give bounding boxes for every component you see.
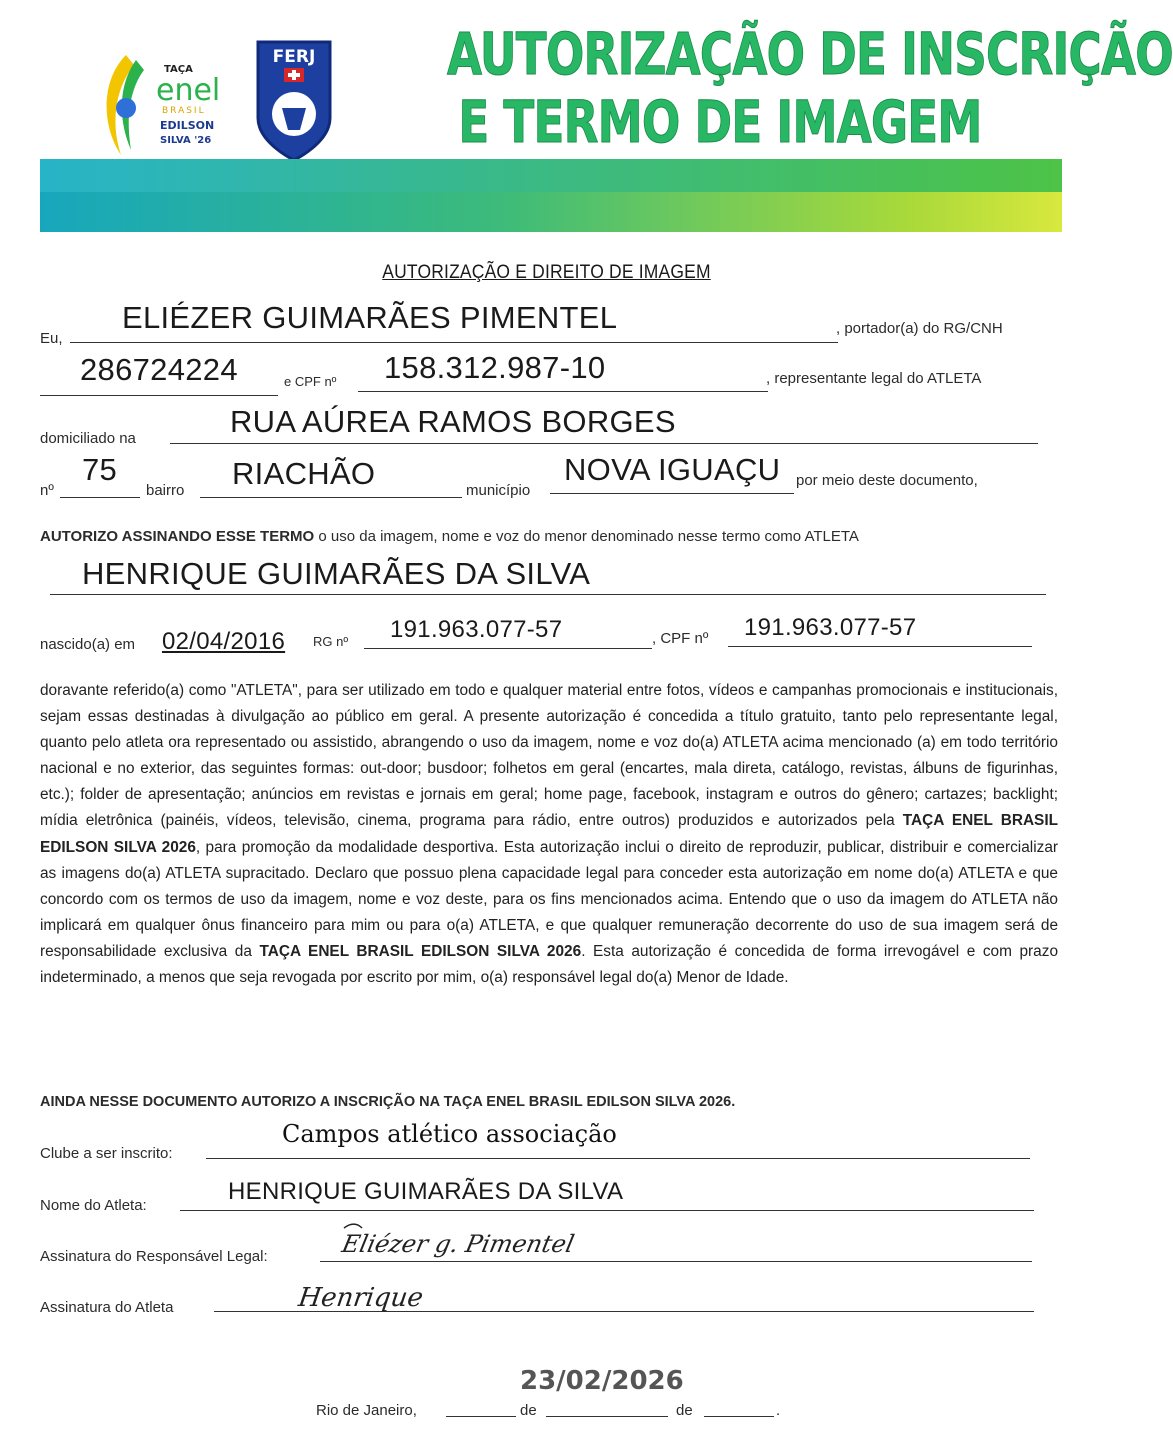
athlete-name-line [50, 594, 1046, 595]
municipio-field-line [550, 493, 794, 494]
ferj-logo [254, 38, 334, 166]
logo-edilson-text: EDILSON [160, 119, 215, 132]
logo-taca-text: TAÇA [164, 64, 193, 75]
autorizo-line [40, 528, 859, 545]
cpf-athlete-line [728, 646, 1032, 647]
domiciliado-label: domiciliado na [40, 430, 136, 447]
name-field-line [70, 342, 838, 343]
de-label-1: de [520, 1402, 537, 1419]
guardian-signature[interactable] [340, 1218, 600, 1269]
guardian-name-value[interactable]: ELIÉZER GUIMARÃES PIMENTEL [122, 300, 618, 335]
guardian-cpf-value[interactable]: 158.312.987-10 [384, 350, 606, 385]
logo-silva-text: SILVA '26 [160, 135, 212, 146]
logo-enel-text: enel [156, 73, 221, 108]
nome-atleta-label: Nome do Atleta: [40, 1197, 147, 1214]
header-color-band [40, 159, 1062, 232]
rio-de-janeiro-label: Rio de Janeiro, [316, 1402, 417, 1419]
por-meio-label: por meio deste documento, [796, 472, 978, 489]
taca-enel-logo-graphic [96, 50, 246, 160]
cpf-label: e CPF nº [284, 374, 337, 389]
section-subtitle: AUTORIZAÇÃO E DIREITO DE IMAGEM [382, 262, 711, 283]
body-bold-2: TAÇA ENEL BRASIL EDILSON SILVA 2026 [259, 942, 582, 960]
house-number-value[interactable]: 75 [82, 452, 118, 487]
athlete-name-footer-value[interactable]: HENRIQUE GUIMARÃES DA SILVA [228, 1178, 624, 1205]
body-bold-1: TAÇA ENEL BRASIL EDILSON SILVA 2026 [40, 812, 1059, 856]
street-field-line [170, 443, 1038, 444]
nascido-label: nascido(a) em [40, 636, 136, 653]
guardian-signature-text: Eliézer g. Pimentel [339, 1229, 577, 1258]
cpf-field-line [358, 391, 768, 392]
representante-label: , representante legal do ATLETA [766, 370, 982, 387]
inscricao-statement: AINDA NESSE DOCUMENTO AUTORIZO A INSCRIÇÃO NA TAÇA ENEL BRASIL EDILSON SILVA 2026. [40, 1094, 736, 1110]
ferj-text: FERJ [272, 47, 316, 67]
body-part-3: . Esta autorização é concedida de forma irrevogável e com prazo indeterminado, a menos que seja revogada por escrito por mim, o(a) responsável legal do(a) Menor de Idade. [40, 942, 1058, 987]
day-line [446, 1416, 516, 1417]
municipio-value[interactable]: NOVA IGUAÇU [564, 452, 781, 487]
portador-label: , portador(a) do RG/CNH [836, 320, 1003, 337]
clube-label: Clube a ser inscrito: [40, 1145, 173, 1162]
header [40, 12, 1173, 232]
bairro-field-line [200, 497, 462, 498]
athlete-signature-graphic [296, 1274, 486, 1328]
document-title [447, 20, 1173, 156]
municipio-label: município [466, 482, 531, 499]
autorizo-rest-text: o uso da imagem, nome e voz do menor denominado nesse termo como ATLETA [314, 528, 859, 545]
guardian-signature-graphic [340, 1218, 600, 1264]
bairro-label: bairro [146, 482, 185, 499]
cpf-athlete-label: , CPF nº [652, 630, 709, 647]
numero-label: nº [40, 482, 54, 499]
logo-brasil-text: BRASIL [162, 106, 206, 116]
athlete-signature[interactable] [296, 1274, 486, 1333]
athlete-signature-text: Henrique [296, 1283, 425, 1313]
body-part-1: doravante referido(a) como "ATLETA", para ser utilizado em todo e qualquer material entre fotos, vídeos e campanhas promocionais e institucionais, sejam essas destinadas à divulgação ao público em geral. A presente autorização é concedida a título gratuito, tanto pelo representante legal, quanto pelo atleta ora representado ou assistido, abrangendo o uso da imagem, nome e voz do(a) ATLETA acima mencionado (a) em todo território nacional e no exterior, das seguintes formas: out-door; busdoor; folhetos em geral (encartes, mala direta, catálogo, revistas, álbuns de figurinhas, etc.); folder de apresentação; anúncios em revistas e jornais em geral; home page, facebook, instagram e outros do gênero; cartazes; backlight; mídia eletrônica (painéis, vídeos, televisão, cinema, programa para rádio, entre outros) produzidos e autorizados pela [40, 682, 1058, 830]
clube-field-line [206, 1158, 1030, 1159]
rg-athlete-line [364, 648, 652, 649]
nome-atleta-line [180, 1210, 1034, 1211]
authorization-body-text [40, 678, 1058, 991]
title-line-1: AUTORIZAÇÃO DE INSCRIÇÃO [447, 20, 1173, 88]
assinatura-atleta-label: Assinatura do Atleta [40, 1299, 174, 1316]
street-value[interactable]: RUA AÚREA RAMOS BORGES [230, 404, 676, 439]
club-value[interactable]: Campos atlético associação [282, 1120, 617, 1148]
rg-field-line [40, 395, 278, 396]
title-line-2: E TERMO DE IMAGEM [458, 88, 982, 156]
month-line [546, 1416, 668, 1417]
athlete-cpf-value[interactable]: 191.963.077-57 [744, 614, 917, 641]
athlete-rg-value[interactable]: 191.963.077-57 [390, 616, 563, 643]
de-label-2: de [676, 1402, 693, 1419]
assinatura-resp-label: Assinatura do Responsável Legal: [40, 1248, 268, 1265]
end-dot: . [776, 1402, 781, 1419]
bairro-value[interactable]: RIACHÃO [232, 456, 376, 491]
year-line [704, 1416, 774, 1417]
guardian-rg-value[interactable]: 286724224 [80, 352, 238, 387]
body-part-2: , para promoção da modalidade desportiva. Esta autorização inclui o direito de reproduzir, publicar, distribuir e comercializar as imagens do(a) ATLETA supracitado. Declaro que possuo plena capacidade legal para conceder esta autorização em nome do(a) ATLETA e que concordo com os termos de uso da imagem, nome e voz deste, para os fins mencionados acima. Entendo que o uso da imagem do ATLETA não implicará em qualquer ônus financeiro para mim ou para o(a) ATLETA, e que qualquer remuneração decorrente do uso de sua imagem será de responsabilidade exclusiva da [40, 838, 1058, 960]
numero-field-line [60, 497, 140, 498]
signature-date-value[interactable]: 23/02/2026 [520, 1366, 684, 1396]
taca-enel-logo [96, 50, 246, 160]
athlete-name-value[interactable]: HENRIQUE GUIMARÃES DA SILVA [82, 556, 591, 591]
birth-date-value[interactable]: 02/04/2016 [162, 628, 286, 655]
ferj-shield-graphic [254, 38, 334, 166]
eu-label: Eu, [40, 330, 63, 347]
rg-athlete-label: RG nº [313, 634, 349, 649]
autorizo-bold-text: AUTORIZO ASSINANDO ESSE TERMO [40, 528, 315, 545]
